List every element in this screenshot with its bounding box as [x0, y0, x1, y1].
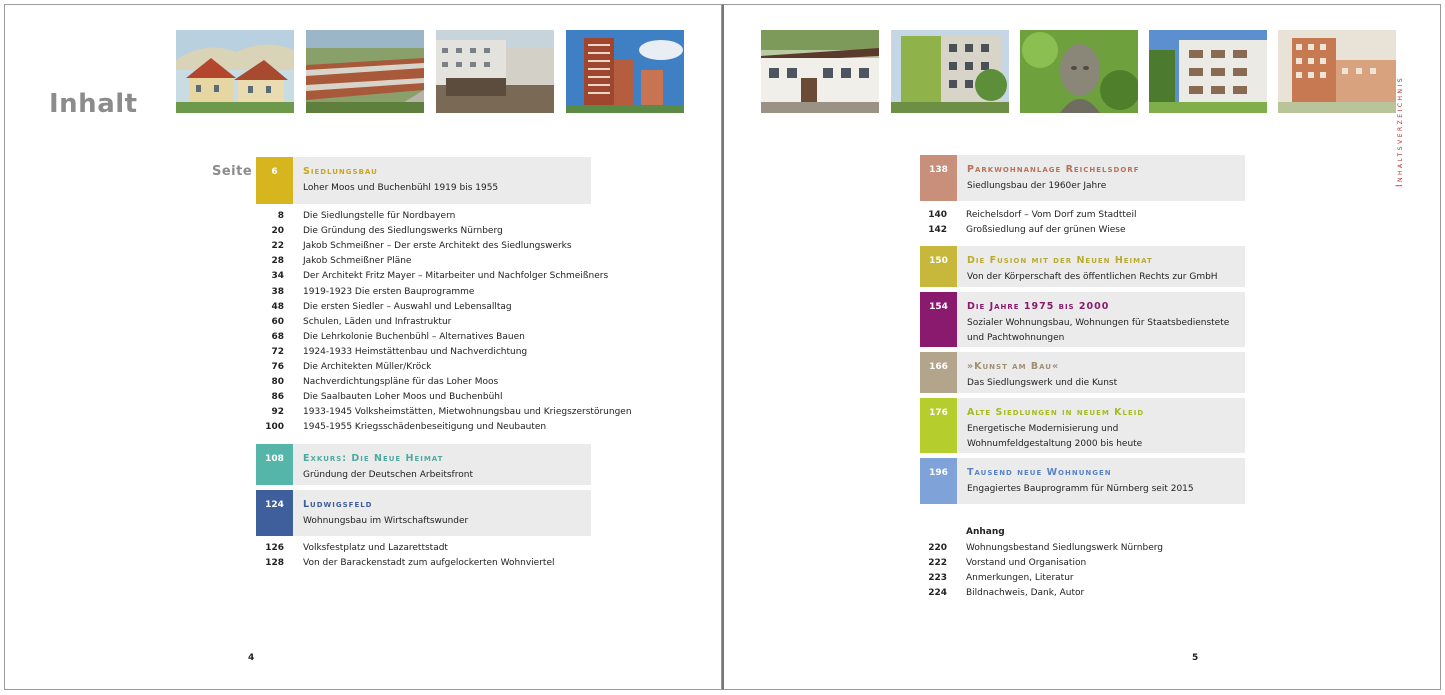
photo-white-house-entrance: [761, 30, 879, 113]
section-title: Tausend neue Wohnungen: [967, 467, 1112, 478]
toc-entry-text: 1924-1933 Heimstättenbau und Nachverdichtung: [303, 346, 528, 357]
page-folio: 5: [1192, 653, 1199, 663]
section-subtitle-line: Energetische Modernisierung und: [967, 424, 1119, 434]
section-subtitle: Gründung der Deutschen Arbeitsfront: [303, 470, 473, 480]
section-subtitle: Engagiertes Bauprogramm für Nürnberg seit 2015: [967, 484, 1194, 494]
section-subtitle: [967, 422, 1142, 452]
section-page-number: 154: [920, 292, 957, 347]
section-subtitle-line: Sozialer Wohnungsbau, Wohnungen für Staatsbedienstete: [967, 318, 1230, 328]
page-title: Inhalt: [49, 89, 138, 119]
anhang-heading: Anhang: [966, 527, 1005, 537]
toc-section[interactable]: [920, 155, 1245, 201]
toc-entry-page: 20: [271, 226, 284, 237]
toc-entry-text: Die Siedlungstelle für Nordbayern: [303, 211, 456, 221]
toc-section[interactable]: [256, 157, 591, 204]
toc-entry-page: 48: [271, 301, 284, 312]
toc-entry-page: 140: [928, 210, 947, 220]
toc-entry-page: 220: [928, 543, 947, 553]
toc-section[interactable]: [920, 458, 1245, 504]
toc-entry-text: Anmerkungen, Literatur: [966, 573, 1074, 584]
section-page-number: 138: [920, 155, 957, 201]
toc-entry-page: 80: [271, 377, 284, 388]
toc-entry-text: Die ersten Siedler – Auswahl und Lebensalltag: [303, 301, 512, 312]
vertical-section-label: Inhaltsverzeichnis: [1395, 75, 1405, 187]
section-subtitle: Das Siedlungswerk und die Kunst: [967, 378, 1118, 388]
toc-section[interactable]: [256, 490, 591, 536]
toc-entry-text: Die Lehrkolonie Buchenbühl – Alternatives Bauen: [303, 331, 525, 342]
section-subtitle-line: und Pachtwohnungen: [967, 333, 1065, 343]
toc-entry-text: 1919-1923 Die ersten Bauprogramme: [303, 286, 475, 297]
toc-section[interactable]: [920, 398, 1245, 453]
toc-section[interactable]: [920, 352, 1245, 393]
toc-section[interactable]: [920, 246, 1245, 287]
toc-entry-page: 72: [271, 346, 284, 357]
page-folio: 4: [248, 653, 255, 663]
toc-entry-page: 60: [271, 316, 284, 327]
section-page-number: 124: [256, 490, 293, 536]
section-page-number: 166: [920, 352, 957, 393]
section-subtitle: Loher Moos und Buchenbühl 1919 bis 1955: [303, 183, 499, 193]
toc-entry-page: 34: [271, 271, 284, 282]
toc-entry-page: 28: [271, 256, 284, 267]
photo-bronze-bust-sculpture: [1020, 30, 1138, 113]
toc-entry-text: Volksfestplatz und Lazarettstadt: [303, 543, 448, 553]
toc-entry-page: 222: [928, 558, 947, 569]
section-title: Ludwigsfeld: [303, 499, 373, 510]
toc-section[interactable]: [920, 292, 1245, 347]
photo-street-apartment-blocks: [436, 30, 554, 113]
toc-entry-text: Von der Barackenstadt zum aufgelockerten Wohnviertel: [303, 558, 555, 569]
toc-entry-text: Reichelsdorf – Vom Dorf zum Stadtteil: [966, 210, 1137, 220]
section-page-number: 196: [920, 458, 957, 504]
toc-entry-page: 38: [271, 286, 284, 297]
section-page-number: 108: [256, 444, 293, 485]
section-title: Parkwohnanlage Reichelsdorf: [967, 164, 1140, 175]
toc-entry-text: Schulen, Läden und Infrastruktur: [303, 316, 452, 327]
section-title: Siedlungsbau: [303, 166, 378, 177]
toc-entry-page: 128: [265, 558, 284, 569]
section-subtitle: [967, 316, 1229, 346]
section-page-number: 176: [920, 398, 957, 453]
toc-entry-text: Die Architekten Müller/Kröck: [303, 362, 432, 372]
toc-entry-text: Die Saalbauten Loher Moos und Buchenbühl: [303, 392, 503, 403]
toc-entry-text: Bildnachweis, Dank, Autor: [966, 588, 1085, 599]
toc-entry-text: Nachverdichtungspläne für das Loher Moos: [303, 377, 499, 388]
section-page-number: 150: [920, 246, 957, 287]
toc-entry-page: 142: [928, 225, 947, 236]
right-page: [722, 4, 1441, 690]
toc-entry-text: Vorstand und Organisation: [966, 558, 1087, 569]
left-page: [4, 4, 722, 690]
photo-green-apartment-building: [891, 30, 1009, 113]
section-title: Die Fusion mit der Neuen Heimat: [967, 255, 1153, 266]
photo-painting-village-houses: [176, 30, 294, 113]
toc-entry-text: Großsiedlung auf der grünen Wiese: [966, 225, 1126, 236]
toc-entry-page: 22: [271, 241, 284, 252]
toc-entry-page: 126: [265, 543, 284, 553]
toc-entry-page: 92: [271, 407, 284, 418]
toc-entry-text: 1933-1945 Volksheimstätten, Mietwohnungsbau und Kriegszerstörungen: [303, 407, 632, 418]
toc-entry-page: 100: [265, 422, 284, 433]
section-subtitle: Wohnungsbau im Wirtschaftswunder: [303, 516, 469, 526]
toc-entry-page: 68: [271, 331, 284, 342]
section-subtitle: Siedlungsbau der 1960er Jahre: [967, 181, 1107, 191]
toc-entry-text: Jakob Schmeißner – Der erste Architekt des Siedlungswerks: [303, 241, 572, 252]
toc-entry-text: Jakob Schmeißner Pläne: [303, 256, 412, 267]
toc-entry-text: Wohnungsbestand Siedlungswerk Nürnberg: [966, 543, 1163, 553]
toc-entry-page: 224: [928, 588, 947, 599]
section-subtitle-line: Wohnumfeldgestaltung 2000 bis heute: [967, 439, 1143, 449]
toc-entry-page: 8: [277, 211, 284, 221]
photo-aerial-housing-rows: [306, 30, 424, 113]
toc-entry-text: Die Gründung des Siedlungswerks Nürnberg: [303, 226, 503, 237]
section-title: Alte Siedlungen in neuem Kleid: [967, 407, 1145, 418]
toc-entry-text: Der Architekt Fritz Mayer – Mitarbeiter und Nachfolger Schmeißners: [303, 271, 609, 282]
photo-brick-highrise-blocks: [566, 30, 684, 113]
photo-modern-white-apartments: [1149, 30, 1267, 113]
toc-entry-text: 1945-1955 Kriegsschädenbeseitigung und Neubauten: [303, 422, 547, 433]
toc-entry-page: 86: [271, 392, 284, 403]
section-title: »Kunst am Bau«: [967, 361, 1060, 372]
toc-entry-page: 223: [928, 573, 947, 584]
section-title: Exkurs: Die Neue Heimat: [303, 453, 444, 464]
toc-entry-page: 76: [271, 362, 284, 372]
photo-brick-building-render: [1278, 30, 1396, 113]
toc-section[interactable]: [256, 444, 591, 485]
seite-label: Seite: [212, 164, 253, 179]
section-page-number: 6: [256, 157, 293, 204]
section-title: Die Jahre 1975 bis 2000: [967, 301, 1110, 312]
section-subtitle: Von der Körperschaft des öffentlichen Rechts zur GmbH: [967, 272, 1218, 282]
